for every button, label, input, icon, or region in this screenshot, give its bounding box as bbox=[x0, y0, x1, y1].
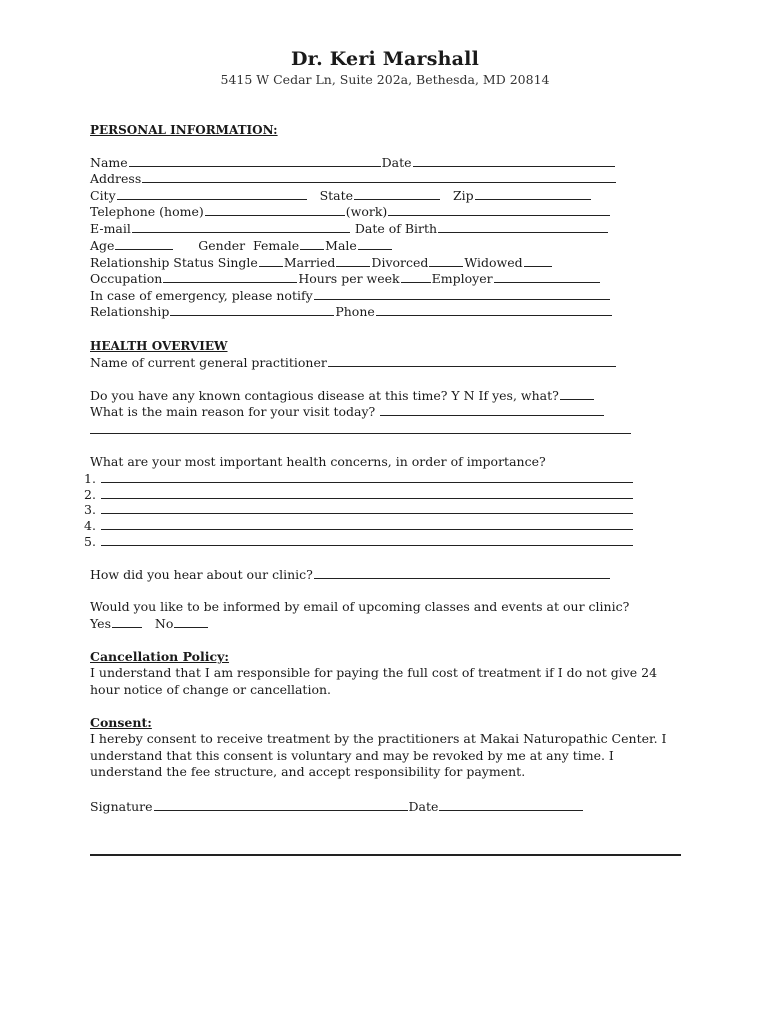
reason-row bbox=[90, 403, 605, 420]
concern-number: 4. bbox=[84, 518, 96, 533]
state-label: State bbox=[319, 188, 354, 203]
hear-row bbox=[90, 566, 611, 583]
female-field[interactable] bbox=[300, 237, 324, 250]
age-label: Age bbox=[90, 238, 115, 253]
yes-label: Yes bbox=[90, 616, 111, 631]
email-field[interactable] bbox=[132, 220, 350, 233]
email-label: E-mail bbox=[90, 221, 131, 236]
age-field[interactable] bbox=[115, 237, 173, 250]
emergency-phone-field[interactable] bbox=[376, 303, 612, 316]
concern-number: 2. bbox=[84, 487, 96, 502]
relationship-row bbox=[90, 303, 613, 320]
city-row bbox=[90, 187, 592, 204]
cancellation-heading: Cancellation Policy: bbox=[90, 649, 229, 664]
name-field[interactable] bbox=[129, 154, 381, 167]
concern-field[interactable] bbox=[101, 533, 633, 546]
informed-label: Would you like to be informed by email of upcoming classes and events at our clinic? bbox=[90, 599, 630, 614]
concern-number: 3. bbox=[84, 502, 96, 517]
female-label: Female bbox=[253, 238, 300, 253]
concern-field[interactable] bbox=[101, 501, 633, 514]
telephone-row bbox=[90, 203, 611, 220]
age-gender-row bbox=[90, 237, 393, 254]
married-label: Married bbox=[283, 255, 336, 270]
reason-field-continued[interactable] bbox=[90, 433, 631, 434]
state-field[interactable] bbox=[354, 187, 440, 200]
relationship-status-row bbox=[90, 254, 553, 271]
no-field[interactable] bbox=[174, 615, 208, 628]
employer-label: Employer bbox=[431, 271, 493, 286]
signature-label: Signature bbox=[90, 799, 153, 814]
concern-item bbox=[84, 470, 634, 487]
concern-number: 5. bbox=[84, 534, 96, 549]
hear-label: How did you hear about our clinic? bbox=[90, 567, 313, 582]
occupation-label: Occupation bbox=[90, 271, 163, 286]
gender-label: Gender bbox=[198, 238, 246, 253]
widowed-label: Widowed bbox=[464, 255, 523, 270]
married-field[interactable] bbox=[336, 254, 370, 267]
practitioner-row bbox=[90, 354, 617, 371]
date-field[interactable] bbox=[413, 154, 615, 167]
contagious-row bbox=[90, 387, 595, 404]
name-label: Name bbox=[90, 155, 128, 170]
bottom-divider bbox=[90, 854, 681, 856]
signature-date-label: Date bbox=[408, 799, 439, 814]
relationship-field[interactable] bbox=[170, 303, 334, 316]
address-field[interactable] bbox=[142, 170, 616, 183]
yes-field[interactable] bbox=[112, 615, 142, 628]
concern-field[interactable] bbox=[101, 517, 633, 530]
emergency-row bbox=[90, 287, 611, 304]
male-field[interactable] bbox=[358, 237, 392, 250]
concerns-row bbox=[90, 454, 546, 470]
employer-field[interactable] bbox=[494, 270, 600, 283]
practitioner-field[interactable] bbox=[328, 354, 616, 367]
contagious-label: Do you have any known contagious disease at this time? Y N If yes, what? bbox=[90, 388, 559, 403]
concern-number: 1. bbox=[84, 471, 96, 486]
concern-field[interactable] bbox=[101, 486, 633, 499]
divorced-label: Divorced bbox=[371, 255, 429, 270]
reason-label: What is the main reason for your visit today? bbox=[90, 404, 376, 419]
emergency-field[interactable] bbox=[314, 287, 610, 300]
informed-row bbox=[90, 599, 629, 615]
concern-item bbox=[84, 517, 634, 534]
telephone-home-field[interactable] bbox=[205, 203, 345, 216]
cancellation-text: I understand that I am responsible for paying the full cost of treatment if I do not give 24 hour notice of change or cancellation. bbox=[90, 665, 658, 697]
zip-field[interactable] bbox=[475, 187, 591, 200]
concern-item bbox=[84, 533, 634, 550]
divorced-field[interactable] bbox=[429, 254, 463, 267]
male-label: Male bbox=[325, 238, 357, 253]
city-label: City bbox=[90, 188, 116, 203]
signature-field[interactable] bbox=[154, 798, 408, 811]
dob-label: Date of Birth bbox=[354, 221, 438, 236]
telephone-home-label: Telephone (home) bbox=[90, 204, 204, 219]
emergency-label: In case of emergency, please notify bbox=[90, 288, 313, 303]
doctor-name-title: Dr. Keri Marshall bbox=[290, 48, 479, 70]
consent-heading: Consent: bbox=[90, 715, 152, 730]
hours-label: Hours per week bbox=[298, 271, 400, 286]
work-label: (work) bbox=[345, 204, 388, 219]
address-label: Address bbox=[90, 171, 142, 186]
signature-row bbox=[90, 798, 584, 815]
concerns-label: What are your most important health concerns, in order of importance? bbox=[90, 454, 546, 469]
reason-field[interactable] bbox=[380, 403, 604, 416]
concern-field[interactable] bbox=[101, 470, 633, 483]
zip-label: Zip bbox=[452, 188, 474, 203]
signature-date-field[interactable] bbox=[439, 798, 583, 811]
city-field[interactable] bbox=[117, 187, 307, 200]
name-row bbox=[90, 154, 616, 171]
work-phone-field[interactable] bbox=[388, 203, 610, 216]
hours-field[interactable] bbox=[401, 270, 431, 283]
widowed-field[interactable] bbox=[524, 254, 552, 267]
occupation-field[interactable] bbox=[163, 270, 297, 283]
phone-label: Phone bbox=[335, 304, 375, 319]
hear-field[interactable] bbox=[314, 566, 610, 579]
yes-no-row bbox=[90, 615, 209, 632]
email-row bbox=[90, 220, 609, 237]
health-overview-heading: HEALTH OVERVIEW bbox=[90, 339, 228, 353]
dob-field[interactable] bbox=[438, 220, 608, 233]
concern-item bbox=[84, 501, 634, 518]
contagious-field[interactable] bbox=[560, 387, 594, 400]
relationship-label: Relationship bbox=[90, 304, 170, 319]
practitioner-label: Name of current general practitioner bbox=[90, 355, 327, 370]
address-row bbox=[90, 170, 617, 187]
personal-info-heading: PERSONAL INFORMATION: bbox=[90, 123, 278, 137]
relationship-status-label: Relationship Status Single bbox=[90, 255, 258, 270]
no-label: No bbox=[154, 616, 174, 631]
clinic-address: 5415 W Cedar Ln, Suite 202a, Bethesda, MD 20814 bbox=[220, 72, 550, 87]
consent-text: I hereby consent to receive treatment by the practitioners at Makai Naturopathic Center. I understand that this consent is voluntary and may be revoked by me at any time. I understand the fee structure, and accept responsibility for payment. bbox=[90, 731, 667, 780]
single-field[interactable] bbox=[259, 254, 283, 267]
occupation-row bbox=[90, 270, 601, 287]
date-label: Date bbox=[381, 155, 412, 170]
